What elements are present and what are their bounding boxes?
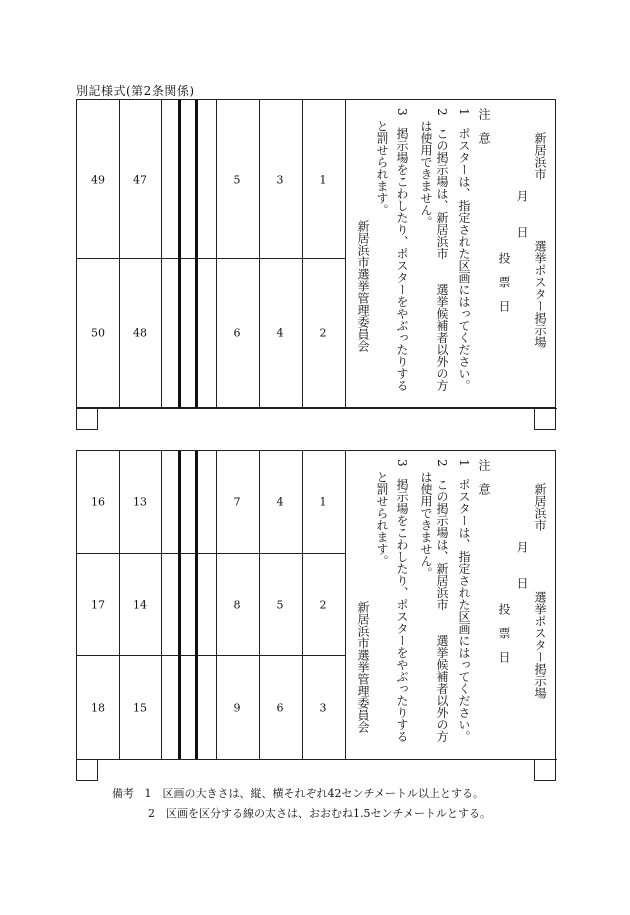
section-number: 15 <box>133 701 147 715</box>
caution-label: 注 意 <box>477 459 491 495</box>
section-number: 8 <box>233 598 241 612</box>
vote-day: 投 票 日 <box>497 603 511 663</box>
remarks-line-1 <box>112 785 484 801</box>
notice-item-3-cont: と罰せられます。 <box>375 108 389 216</box>
board-leg-left <box>76 759 98 781</box>
section-number: 49 <box>91 173 105 187</box>
board-title: 新居浜市 選挙ポスター掲示場 <box>533 483 547 699</box>
notice-item-3: 3 掲示場をこわしたり、ポスターをやぶったりする <box>395 108 409 392</box>
section-number: 7 <box>233 495 241 509</box>
remark-2: 2 区画を区分する線の太さは、おおむね1.5センチメートルとする。 <box>148 807 492 820</box>
notice-item-2-cont: は使用できません。 <box>419 459 433 579</box>
board-leg-right <box>534 408 556 430</box>
section-number: 16 <box>91 495 105 509</box>
notice-item-1: 1 ポスターは、指定された区画にはってください。 <box>457 459 471 743</box>
section-number: 4 <box>276 326 284 340</box>
vote-day: 投 票 日 <box>497 252 511 312</box>
section-number: 17 <box>91 598 105 612</box>
section-number: 2 <box>319 598 327 612</box>
board-leg-left <box>76 408 98 430</box>
section-number: 47 <box>133 173 147 187</box>
section-number: 6 <box>233 326 241 340</box>
remarks-line-2 <box>148 805 491 821</box>
committee-name: 新居浜市選挙管理委員会 <box>356 601 370 733</box>
month-day: 月 日 <box>515 190 529 238</box>
notice-item-2: 2 この掲示場は、新居浜市 選挙候補者以外の方 <box>435 108 449 392</box>
section-number: 4 <box>276 495 284 509</box>
committee-name: 新居浜市選挙管理委員会 <box>356 220 370 352</box>
poster-board-2 <box>76 450 556 760</box>
section-number: 2 <box>319 326 327 340</box>
section-number: 50 <box>91 326 105 340</box>
notice-item-3-cont: と罰せられます。 <box>375 459 389 567</box>
caution-label: 注 意 <box>477 108 491 144</box>
section-number: 9 <box>233 701 241 715</box>
section-number: 5 <box>233 173 241 187</box>
notice-item-2-cont: は使用できません。 <box>419 108 433 228</box>
section-number: 1 <box>319 173 327 187</box>
remark-1: 1 区画の大きさは、縦、横それぞれ42センチメートル以上とする。 <box>144 787 485 800</box>
form-heading: 別記様式(第2条関係) <box>76 84 195 98</box>
section-number: 13 <box>133 495 147 509</box>
board-title: 新居浜市 選挙ポスター掲示場 <box>533 132 547 348</box>
section-number: 18 <box>91 701 105 715</box>
notice-item-1: 1 ポスターは、指定された区画にはってください。 <box>457 108 471 392</box>
section-number: 3 <box>276 173 284 187</box>
section-number: 14 <box>133 598 147 612</box>
section-number: 5 <box>276 598 284 612</box>
month-day: 月 日 <box>515 541 529 589</box>
board-leg-right <box>534 759 556 781</box>
section-number: 48 <box>133 326 147 340</box>
notice-item-3: 3 掲示場をこわしたり、ポスターをやぶったりする <box>395 459 409 743</box>
remarks-label: 備考 <box>112 787 134 800</box>
poster-board-1 <box>76 99 556 408</box>
section-number: 1 <box>319 495 327 509</box>
section-number: 3 <box>319 701 327 715</box>
notice-item-2: 2 この掲示場は、新居浜市 選挙候補者以外の方 <box>435 459 449 743</box>
section-number: 6 <box>276 701 284 715</box>
